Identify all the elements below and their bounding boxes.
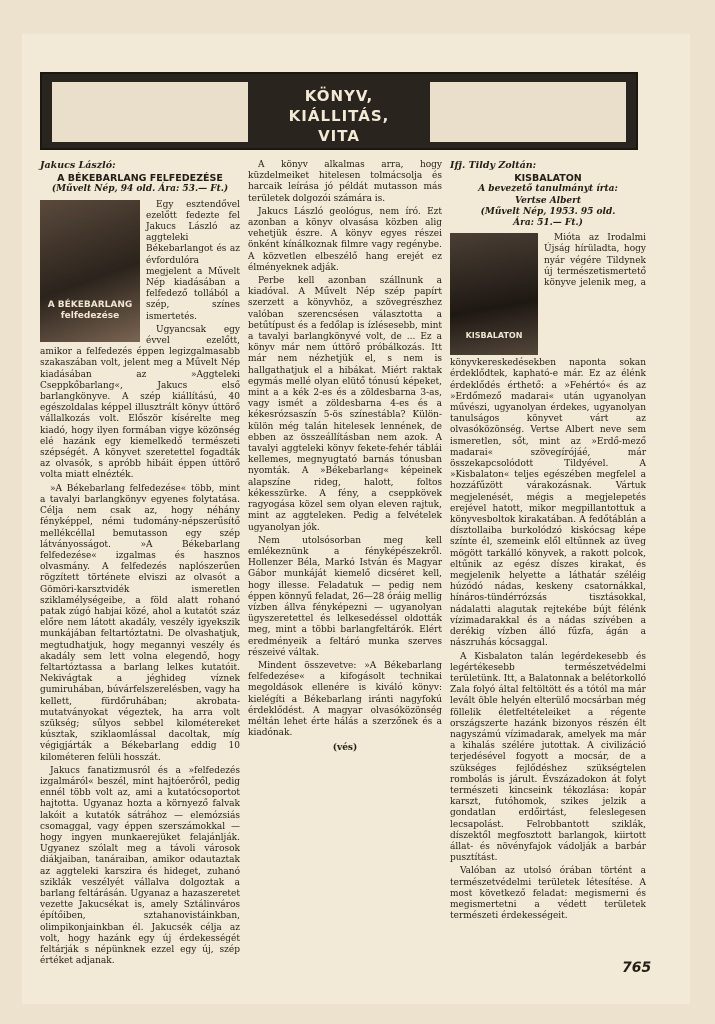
article-signature: (vés): [332, 743, 358, 754]
paragraph: Perbe kell azonban szállnunk a kiadóval. A Művelt Nép szép papírt szerzett a könyvhöz, a szövegrészhez valóban szerencsésen választotta a betűtípust és a fedőlap is ízlésesebb, mint a tavalyi barlangkönyvé volt, de ... Ez a könyv már nem úttörő próbálkozás. Itt már nem nézhetjük el, s nem is hallgathatjuk el a hibákat. Miért raktak egymás mellé olyan elütő tónusú képeket, mint a a kék 2-es és a zöldesbarna 3-as, vagy ismét a zöldesbarna 4-es és a kékesrózsaszín 5-ös színestábla? Külön-külön még talán hitelesek lennének, de ebben az összeállításban nem azok. A tavalyi aggteleki könyv fekete-fehér táblái kellemes, megnyugtató barnás tónusban nyomták. A »Békebarlang« képeinek alapszíne rideg, halott, foltos kékesszürke. A fény, a cseppkövek ragyogása közel sem olyan eleven rajtuk, mint az aggteleken. Pedig a felvételek ugyanolyan jók.: [248, 276, 442, 533]
book-cover-image: [450, 233, 538, 355]
article-title: A BÉKEBARLANG FELFEDEZÉSE: [57, 173, 223, 185]
book-cover-title: KISBALATON: [465, 331, 523, 341]
paragraph: A könyv alkalmas arra, hogy küzdelmeiket hitelesen tolmácsolja és harcaik leírása jó példát mutasson más területek dolgozói számára is.: [248, 160, 442, 204]
article-author: Jakucs László:: [40, 160, 116, 171]
paragraph: Jakucs László geológus, nem író. Ezt azonban a könyv olvasása közben alig vehetjük észre. A könyv egyes részei önként kínálkoznak filmre vagy regénybe. A közvetlen elbeszélő hang erejét ez élményeknek adják.: [248, 206, 442, 273]
paragraph: Mióta az Irodalmi Újság hírüladta, hogy nyár végére Tildynek új természetismertető könyve jelenik meg, a könyvkereskedésekben naponta sokan érdeklődtek, kapható-e már. Ez az élénk érdeklődés érthető: a »Fehértó« és az »Erdőmező madarai« után ugyanolyan művészi, ugyanolyan érdekes, ugyanolyan tanulságos könyvet várt az olvasóközönség. Vertse Albert neve sem ismeretlen, sőt, mint az »Erdő-mező madarai« szövegírójáé, már összekapcsolódott Tildyével. A »Kisbalaton« teljes egészében megfelel a hozzáfűzött várakozásnak. Vártuk megjelenését, mégis a megjelepetés erejével hatott, mikor megpillantottuk a könyvesboltok kirakatában. A fedőtáblán a dísztollaiba burkolódzó kiskócsag képe színte él, szemeink elől eltűnnek az üveg mögött tarkálló könyvek, a rakott polcok, eltűnik az egész díszes kirakat, és megjelenik helyette a láthatár széléig húzódó nádas, keskeny csatornákkal, hínáros-tündérrózsás tisztásokkal, nádalatti alagutak rejtekébe bújt félénk vízimadarakkal és a nádas szívében a derékig vízben álló fűzfa, ágán a nászruhás kócsaggal.: [450, 233, 646, 649]
paragraph: A Kisbalaton talán legérdekesebb és legértékesebb természetvédelmi területünk. Itt, a Balatonnak a belétorkolló Zala folyó által feltöltött és a tótól ma már levált öble helyén elterülő mocsárban még föllelik életfeltételeiket a régente országszerte hazánk bizonyos részén élt nagyszámú vízimadarak, amelyek ma már a kihalás szélére jutottak. A civilizáció terjedésével fogyott a mocsár, de a szükséges fejlődéshez szükségtelen rombolás is járult. Évszázadokon át folyt természeti kincseink tékozlása: kopár karszt, futóhomok, szikes jelzik a gondatlan erdőirtást, feleslegesen lecsapolást. Felrobbantott sziklák, díszektől megfosztott barlangok, kiirtott állat- és növényfajok vádolják a barbár pusztítást.: [450, 651, 646, 864]
paragraph: Nem utolsósorban meg kell emlékeznünk a fényképészekről. Hollenzer Béla, Markó István és Magyar Gábor munkáját kiemelő dicséret kell, hogy illesse. Feladatuk — pedig nem éppen könnyű feladat, 26—28 óráig mellig vízben állva fényképezni — ugyanolyan ügyszeretettel és lelkesedéssel oldották meg, mint a többi barlangfeltárók. Elért eredményeik a feltáró munka szerves részeivé váltak.: [248, 535, 443, 658]
book-cover-title: A BÉKEBARLANG felfedezése: [47, 299, 133, 321]
page-number: 765: [622, 960, 652, 976]
article-bekebarlang-continued: [248, 160, 442, 755]
article-title: KISBALATON: [514, 173, 582, 185]
paragraph: Egy esztendővel ezelőtt fedezte fel Jakucs László az aggteleki Békebarlangot és az évfordulóra megjelent a Művelt Nép kiadásában a felfedező tollából a szép, színes ismertetés.: [146, 199, 240, 322]
article-meta: A bevezető tanulmányt írta: Vertse Albert (Művelt Nép, 1953. 95 old. Ára: 51.— Ft.): [478, 184, 618, 229]
paragraph: Valóban az utolsó órában történt a természetvédelmi területek létesítése. A most következő feladat: megismerni és megismertetni a védett területek természeti érdekességeit.: [450, 866, 646, 922]
book-cover-image: [40, 200, 140, 342]
paragraph: Jakucs fanatizmusról és a »felfedezés izgalmáról« beszél, mint hajtóerőről, pedig ennél több volt az, ami a kutatócsoportot hajtotta. Ugyanaz hozta a környező falvak lakóit a kutatók sátrához — elemózsiás csomaggal, vagy éppen szerszámokkal — hogy ingyen munkaerejüket felajánlják. Ugyanez szólalt meg a távoli városok diákjaiban, tanáraiban, amikor odautaztak az aggteleki karszira és hideget, zuhanó sziklák veszélyét vállalva dolgoztak a barlang feltárásán. Ugyanaz a hazaszeretet vezette Jakucsékat is, amely Sztálinváros építőiben, sztahanovistáinkban, olimpikonjainkban él. Jakucsék célja az volt, hogy hazánk egy új érdekességét feltárják s népünknek ezzel egy új, szép értéket adjanak.: [40, 765, 240, 967]
article-kisbalaton: [450, 160, 646, 924]
paragraph: Mindent összevetve: »A Békebarlang felfedezése« a kifogásolt technikai megoldások ellenére is kiváló könyv: kielégíti a Békebarlang iránti nagyfokú érdeklődést. A magyar olvasóközönség méltán lehet érte hálás a szerzőnek és a kiadónak.: [248, 660, 442, 739]
banner-illustration-right: [430, 82, 626, 142]
paragraph: »A Békebarlang felfedezése« több, mint a tavalyi barlangkönyv egyenes folytatása. Célja nem csak az, hogy néhány fényképpel, némi tudomány-népszerűsítő mellékcéllal bemutasson egy szép látványosságot. »A Békebarlang felfedezése« izgalmas és hasznos olvasmány. A felfedezés naplószerűen rögzített története elviszi az olvasót a Gömöri-karsztvidék ismeretlen sziklamélységeibe, a föld alatt rohanó patak zúgó habjai közé, ahol a kutatót száz előre nem látott akadály, veszély igyekszik munkájában feltartóztatni. De olvashatjuk, megtudhatjuk, hogy megannyi veszély és akadály sem lett volna elegendő, hogy feltartóztassa a barlang lelkes kutatóit. Nekivágtak a jéghideg víznek gumiruhában, búvárfelszerelésben, vagy ha kellett, fürdőruhában; akrobata-mutatványokat végeztek, ha arra volt szükség; sűlyos sebbel kilométereket kúsztak, sziklaomlással dacoltak, míg végigjárták a Békebarlang eddig 10 kilométeren felüli hosszát.: [40, 483, 240, 763]
banner-illustration-left: [52, 82, 248, 142]
paragraph: Ugyancsak egy évvel ezelőtt, amikor a felfedezés éppen legizgalmasabb szakaszában volt, jelent meg a Művelt Nép kiadásában az »Aggteleki Cseppkőbarlang«, Jakucs első barlangkönyve. A szép kiállítású, 40 egészoldalas képpel illusztrált könyv úttörő vállalkozás volt. Először kísérelte meg kiadó, hogy ilyen formában vigye közönség elé hazánk egy kiemelkedő természeti szépségét. A könyvet szeretettel fogadták az olvasók, s apróbb hibáit éppen úttörő volta miatt elnézték.: [40, 324, 240, 481]
article-author: Ifj. Tildy Zoltán:: [450, 160, 537, 171]
section-banner: [40, 72, 638, 150]
banner-title: KÖNYV, KIÁLLITÁS, VITA: [288, 87, 390, 145]
article-meta: (Művelt Nép, 94 old. Ára: 53.— Ft.): [51, 184, 229, 195]
article-bekebarlang: [40, 160, 240, 969]
